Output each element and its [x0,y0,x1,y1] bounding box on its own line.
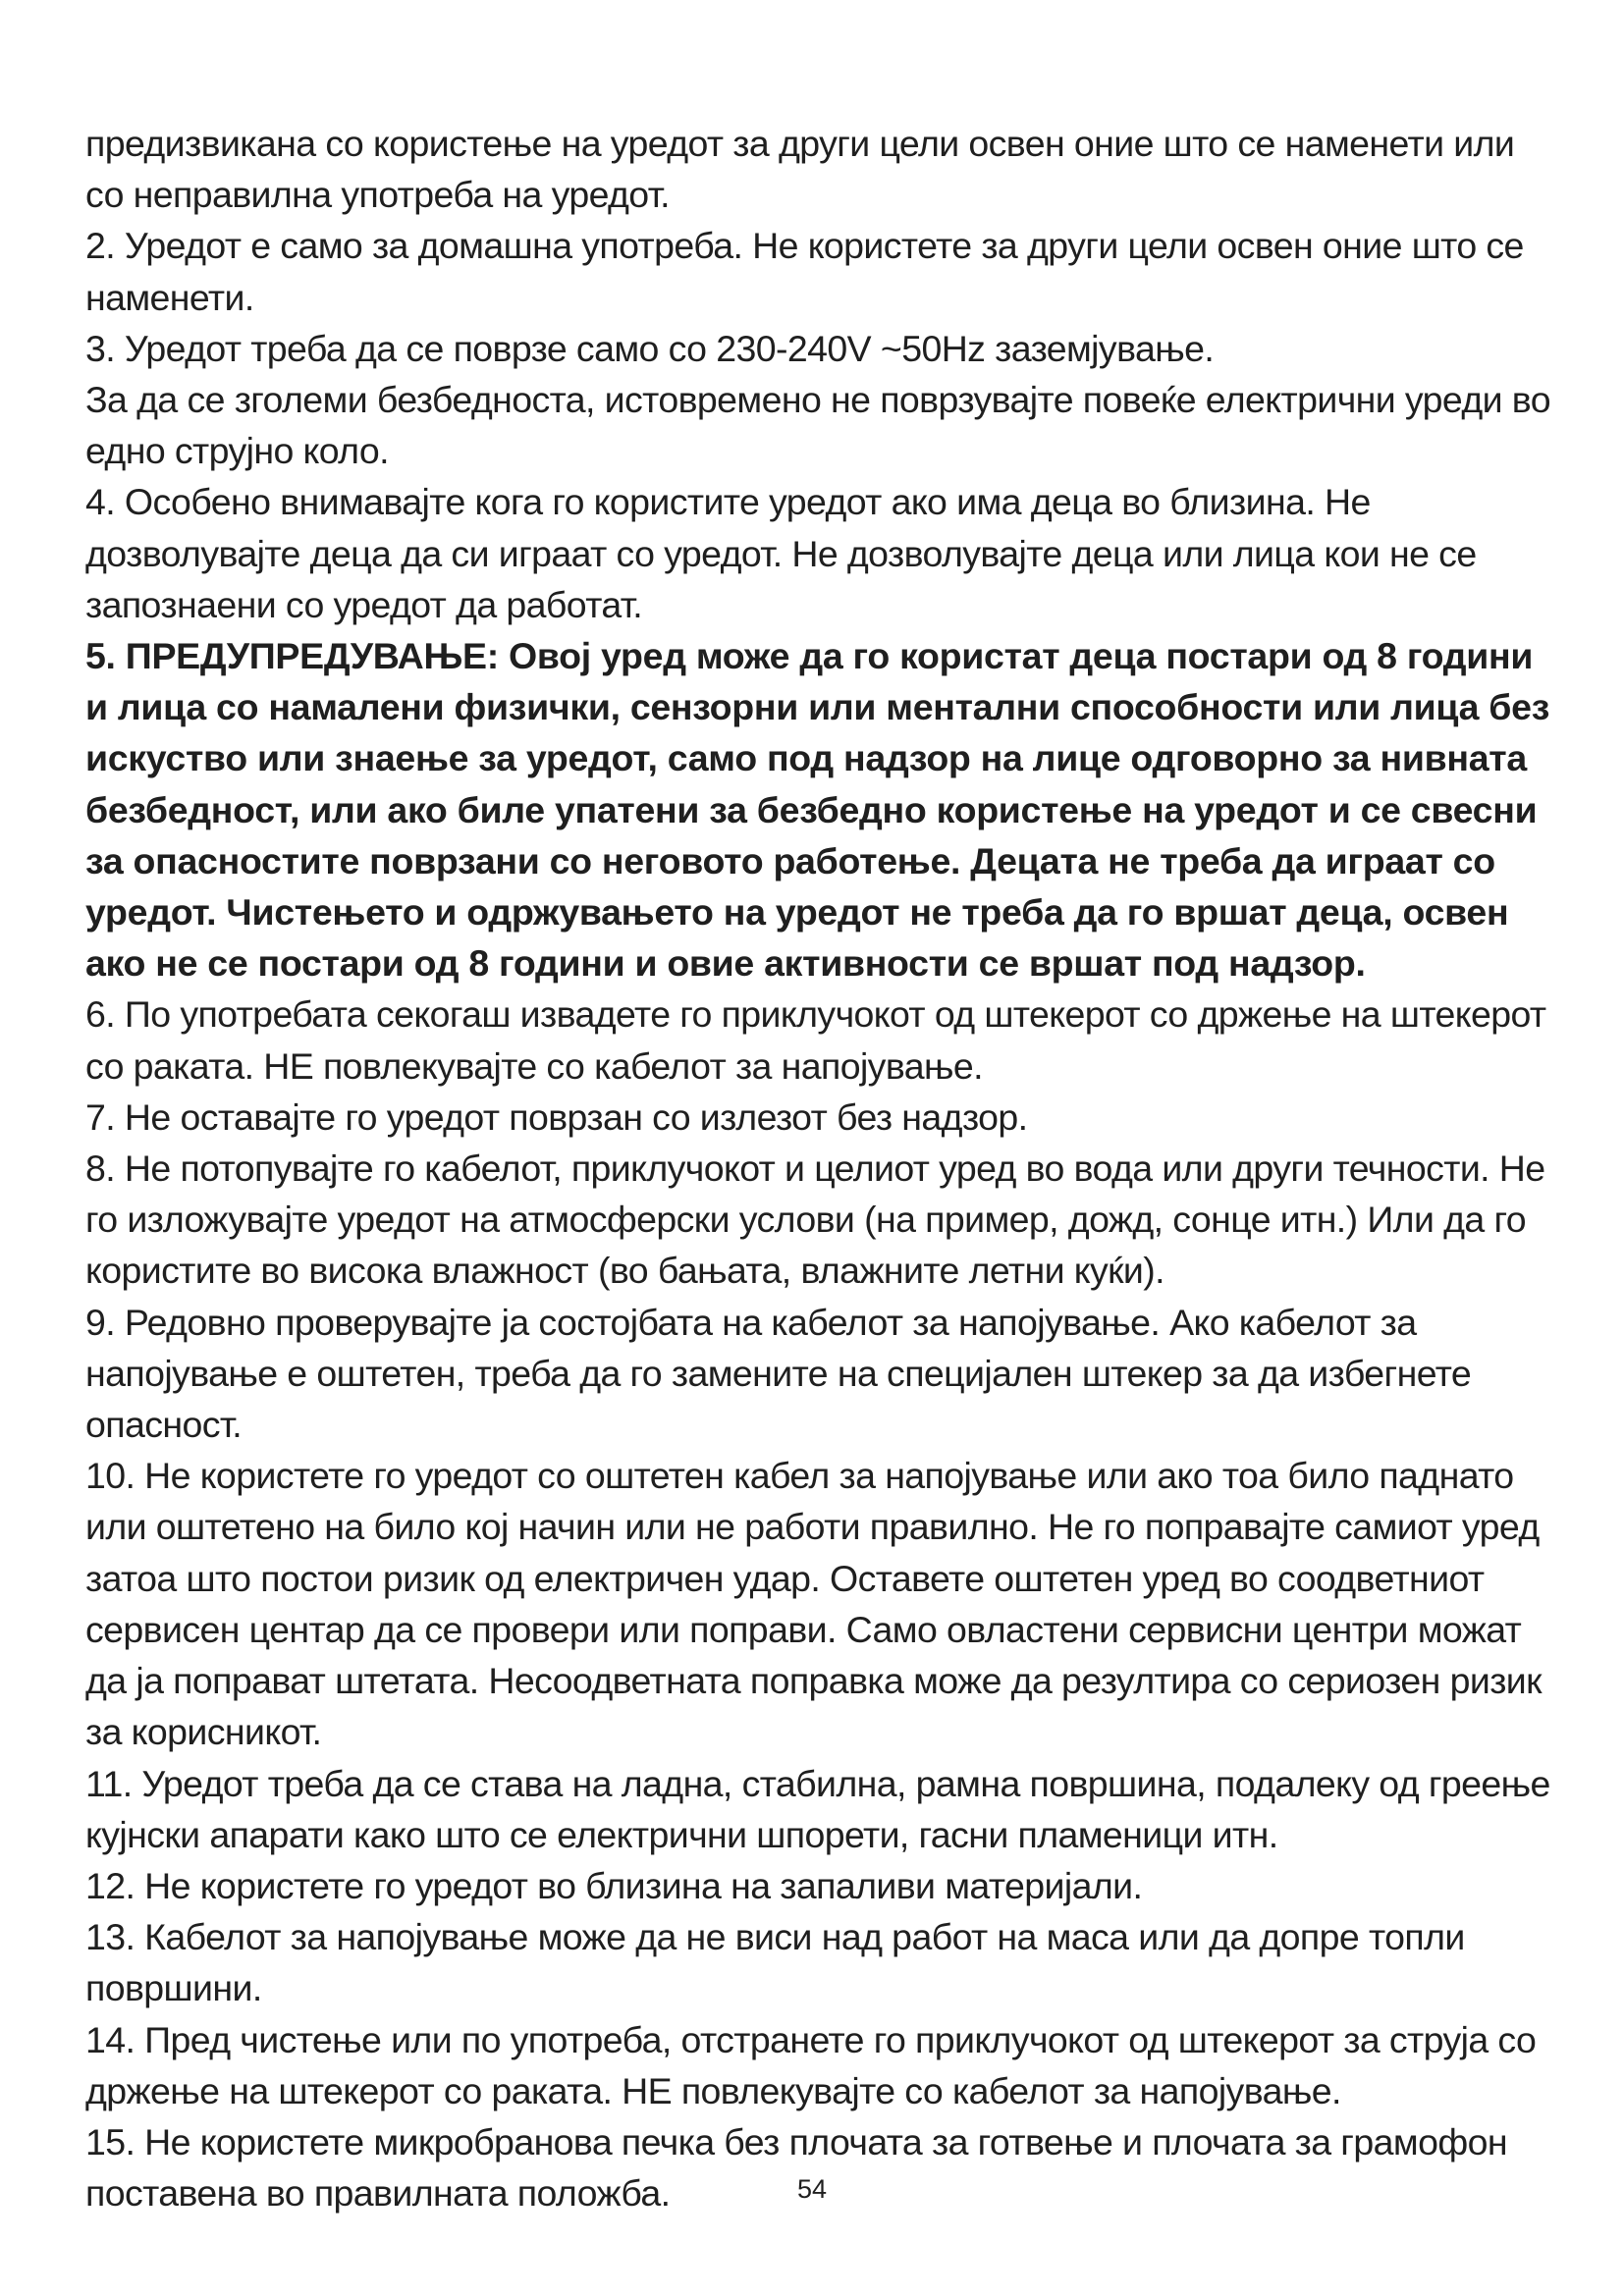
paragraph-item-9: 9. Редовно проверувајте ја состојбата на кабелот за напојување. Ако кабелот за напојување е оштетен, треба да го замените на специјален штекер за да избегнете опасност. [85,1301,1472,1446]
paragraph-item-13: 13. Кабелот за напојување може да не виси над работ на маса или да допре топли површини. [85,1916,1465,2009]
paragraph-item-4: 4. Особено внимавајте кога го користите уредот ако има деца во близина. Не дозволувајте деца да си играат со уредот. Не дозволувајте деца или лица кои не се запознаени со уредот да работат. [85,481,1477,625]
paragraph-item-14: 14. Пред чистење или по употреба, отстранете го приклучокот од штекерот за струја со држење на штекерот со раката. НЕ повлекувајте со кабелот за напојување. [85,2018,1537,2111]
paragraph-item-7: 7. Не оставајте го уредот поврзан со излезот без надзор. [85,1095,1028,1138]
paragraph-item-11: 11. Уредот треба да се става на ладна, стабилна, рамна површина, подалеку од греење кујнски апарати како што се електрични шпорети, гасни пламеници итн. [85,1762,1550,1855]
paragraph-item-5-warning: 5. ПРЕДУПРЕДУВАЊЕ: Овој уред може да го користат деца постари од 8 години и лица со намалени физички, сензорни или ментални способности или лица без искуство или знаење за уредот, само под надзор на лице одговорно за нивната безбедност, или ако биле упатени за безбедно користење на уредот и се свесни за опасностите поврзани со неговото работење. Децата не треба да играат со уредот. Чистењето и одржувањето на уредот не треба да го вршат деца, освен ако не се постари од 8 години и овие активности се вршат под надзор. [85,635,1550,985]
paragraph-continuation: предизвикана со користење на уредот за други цели освен оние што се наменети или со неправилна употреба на уредот. [85,123,1515,216]
paragraph-item-3-note: За да се зголеми безбедноста, истовремено не поврзувајте повеќе електрични уреди во едно струјно коло. [85,379,1550,472]
paragraph-item-10: 10. Не користете го уредот со оштетен кабел за напојување или ако тоа било паднато или оштетено на било кој начин или не работи правилно. Не го поправајте самиот уред затоа што постои ризик од електричен удар. Оставете оштетен уред во соодветниот сервисен центар да се провери или поправи. Само овластени сервисни центри можат да ја поправат штетата. Несоодветната поправка може да резултира со сериозен ризик за корисникот. [85,1455,1542,1753]
paragraph-item-3: 3. Уредот треба да се поврзе само со 230-240V ~50Hz заземјување. [85,327,1215,369]
paragraph-item-15: 15. Не користете микробранова печка без плочата за готвење и плочата за грамофон поставена во правилната положба. [85,2120,1507,2215]
paragraph-item-6: 6. По употребата секогаш извадете го приклучокот од штекерот со држење на штекерот со раката. НЕ повлекувајте со кабелот за напојување. [85,993,1546,1087]
paragraph-item-12: 12. Не користете го уредот во близина на запаливи материјали. [85,1864,1143,1906]
paragraph-item-8: 8. Не потопувајте го кабелот, приклучокот и целиот уред во вода или други течности. Не го изложувајте уредот на атмосферски услови (на пример, дожд, сонце итн.) Или да го користите во висока влажност (во бањата, влажните летни куќи). [85,1148,1545,1292]
document-body [85,118,1558,2218]
page-number: 54 [796,2174,828,2204]
paragraph-item-2: 2. Уредот е само за домашна употреба. Не користете за други цели освен оние што се наменети. [85,225,1524,318]
